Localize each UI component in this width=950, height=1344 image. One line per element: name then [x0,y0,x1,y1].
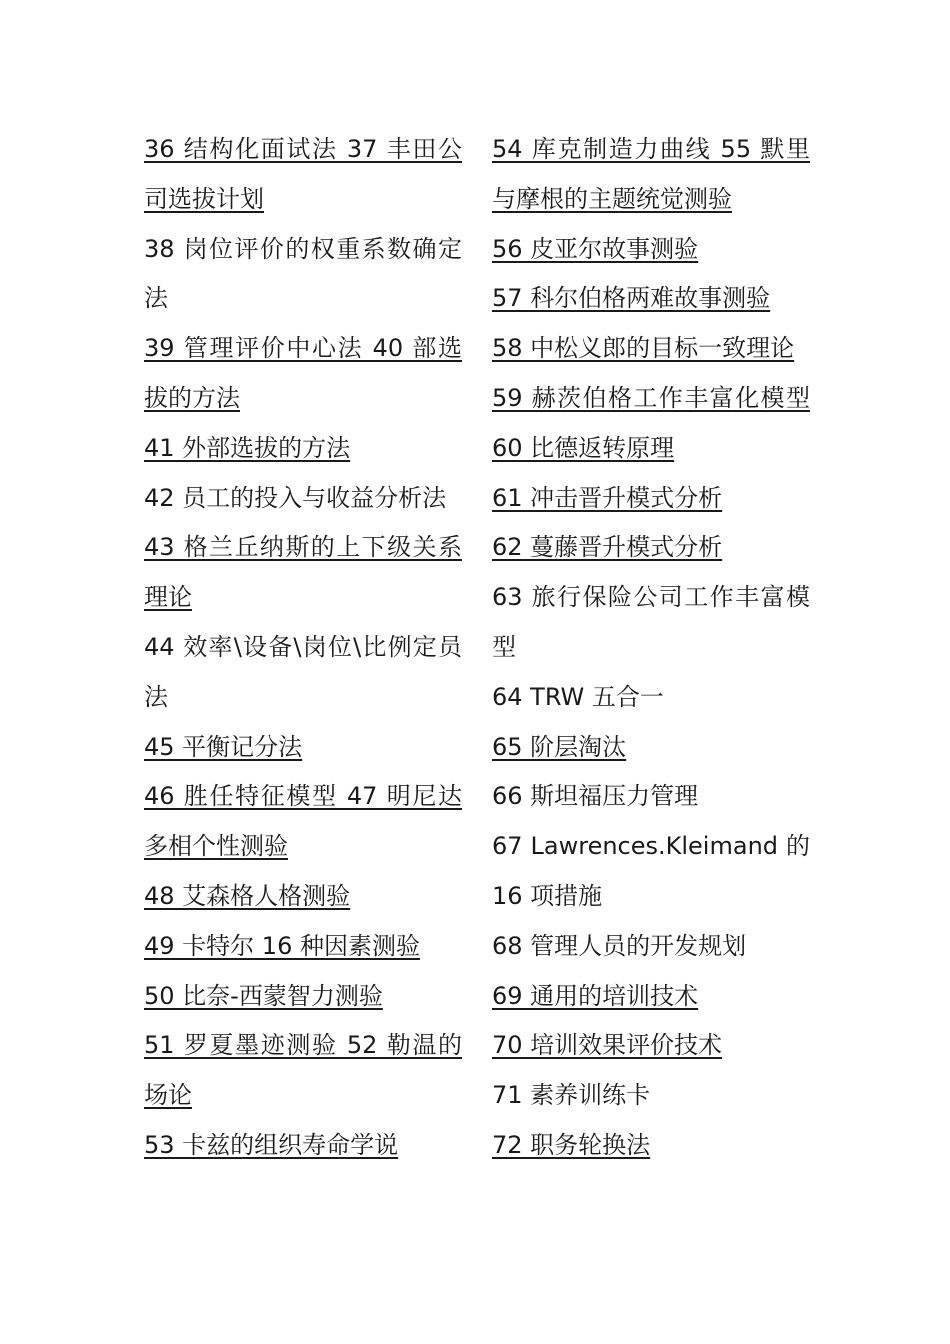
toc-entry-42: 42 员工的投入与收益分析法 [144,483,447,512]
toc-entry-63: 63 旅行保险公司工作丰富模型 [492,583,810,661]
toc-entry-69[interactable]: 69 通用的培训技术 [492,981,699,1010]
toc-entry-57[interactable]: 57 科尔伯格两难故事测验 [492,284,771,313]
toc-entry-43[interactable]: 43 格兰丘纳斯的上下级关系理论 [144,533,462,612]
toc-entry-49[interactable]: 49 卡特尔 16 种因素测验 [144,931,420,960]
toc-entry-70[interactable]: 70 培训效果评价技术 [492,1031,723,1060]
toc-entry-50[interactable]: 50 比奈-西蒙智力测验 [144,981,383,1010]
toc-entry-62[interactable]: 62 蔓藤晋升模式分析 [492,533,723,562]
toc-entry-53[interactable]: 53 卡兹的组织寿命学说 [144,1130,399,1159]
toc-entry-61[interactable]: 61 冲击晋升模式分析 [492,483,723,512]
toc-entry-56[interactable]: 56 皮亚尔故事测验 [492,234,699,263]
toc-entry-36[interactable]: 36 结构化面试法 37 丰田公司选拔计划 [144,135,462,213]
toc-entry-66: 66 斯坦福压力管理 [492,782,699,811]
right-column [492,125,810,1171]
toc-entry-64: 64 TRW 五合一 [492,682,664,711]
toc-entry-68: 68 管理人员的开发规划 [492,931,747,960]
toc-entry-67: 67 Lawrences.Kleimand 的 16 项措施 [492,832,810,910]
toc-entry-45[interactable]: 45 平衡记分法 [144,732,303,761]
toc-entry-72[interactable]: 72 职务轮换法 [492,1130,651,1159]
toc-entry-44: 44 效率\设备\岗位\比例定员法 [144,632,462,711]
toc-entry-38: 38 岗位评价的权重系数确定法 [144,234,462,313]
toc-entry-58[interactable]: 58 中松义郎的目标一致理论 [492,334,795,363]
toc-entry-54[interactable]: 54 库克制造力曲线 55 默里与摩根的主题统觉测验 [492,135,810,213]
toc-entry-46[interactable]: 46 胜任特征模型 47 明尼达多相个性测验 [144,782,462,861]
toc-entry-51[interactable]: 51 罗夏墨迹测验 52 勒温的场论 [144,1031,462,1110]
toc-entry-39[interactable]: 39 管理评价中心法 40 部选拔的方法 [144,334,462,412]
toc-entry-65[interactable]: 65 阶层淘汰 [492,732,627,761]
left-column [144,125,462,1171]
toc-entry-71: 71 素养训练卡 [492,1081,651,1110]
toc-entry-41[interactable]: 41 外部选拔的方法 [144,433,351,462]
toc-entry-59[interactable]: 59 赫茨伯格工作丰富化模型 60 比德返转原理 [492,383,810,462]
toc-entry-48[interactable]: 48 艾森格人格测验 [144,881,351,910]
